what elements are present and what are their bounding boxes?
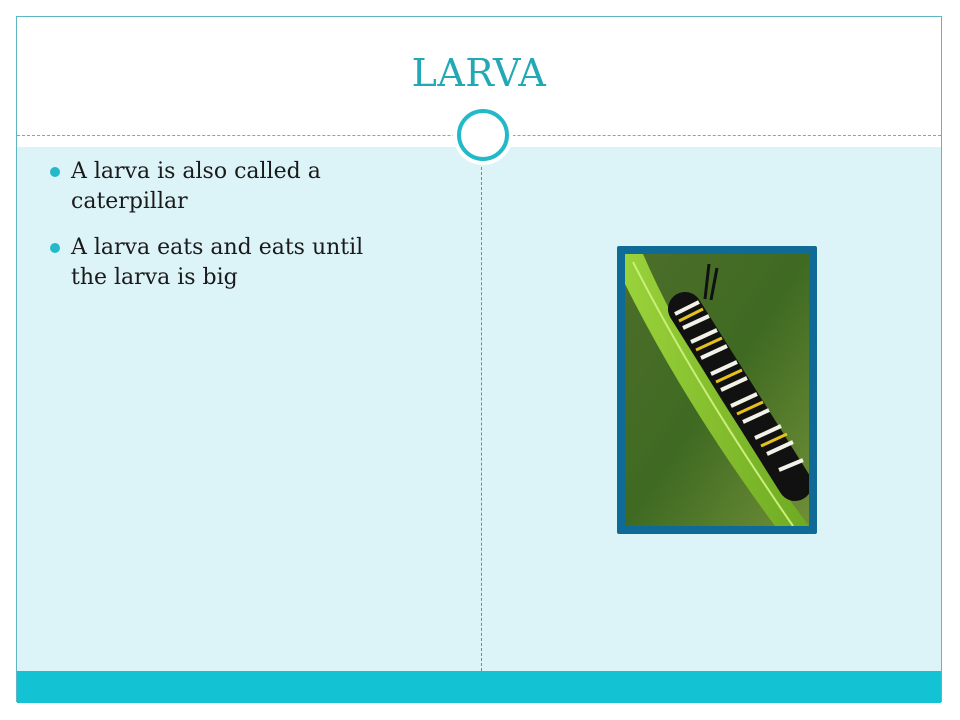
column-divider [481, 167, 482, 671]
slide-frame [16, 16, 942, 702]
footer-bar [17, 671, 941, 703]
slide-title: LARVA [411, 51, 547, 95]
decorative-circle-icon [457, 109, 509, 161]
caterpillar-photo [617, 246, 817, 534]
bullet-list [47, 157, 467, 309]
bullet-item: A larva is also called a caterpillar [47, 157, 401, 217]
bullet-item: A larva eats and eats until the larva is big [47, 233, 401, 293]
caterpillar-photo-icon [625, 254, 809, 526]
